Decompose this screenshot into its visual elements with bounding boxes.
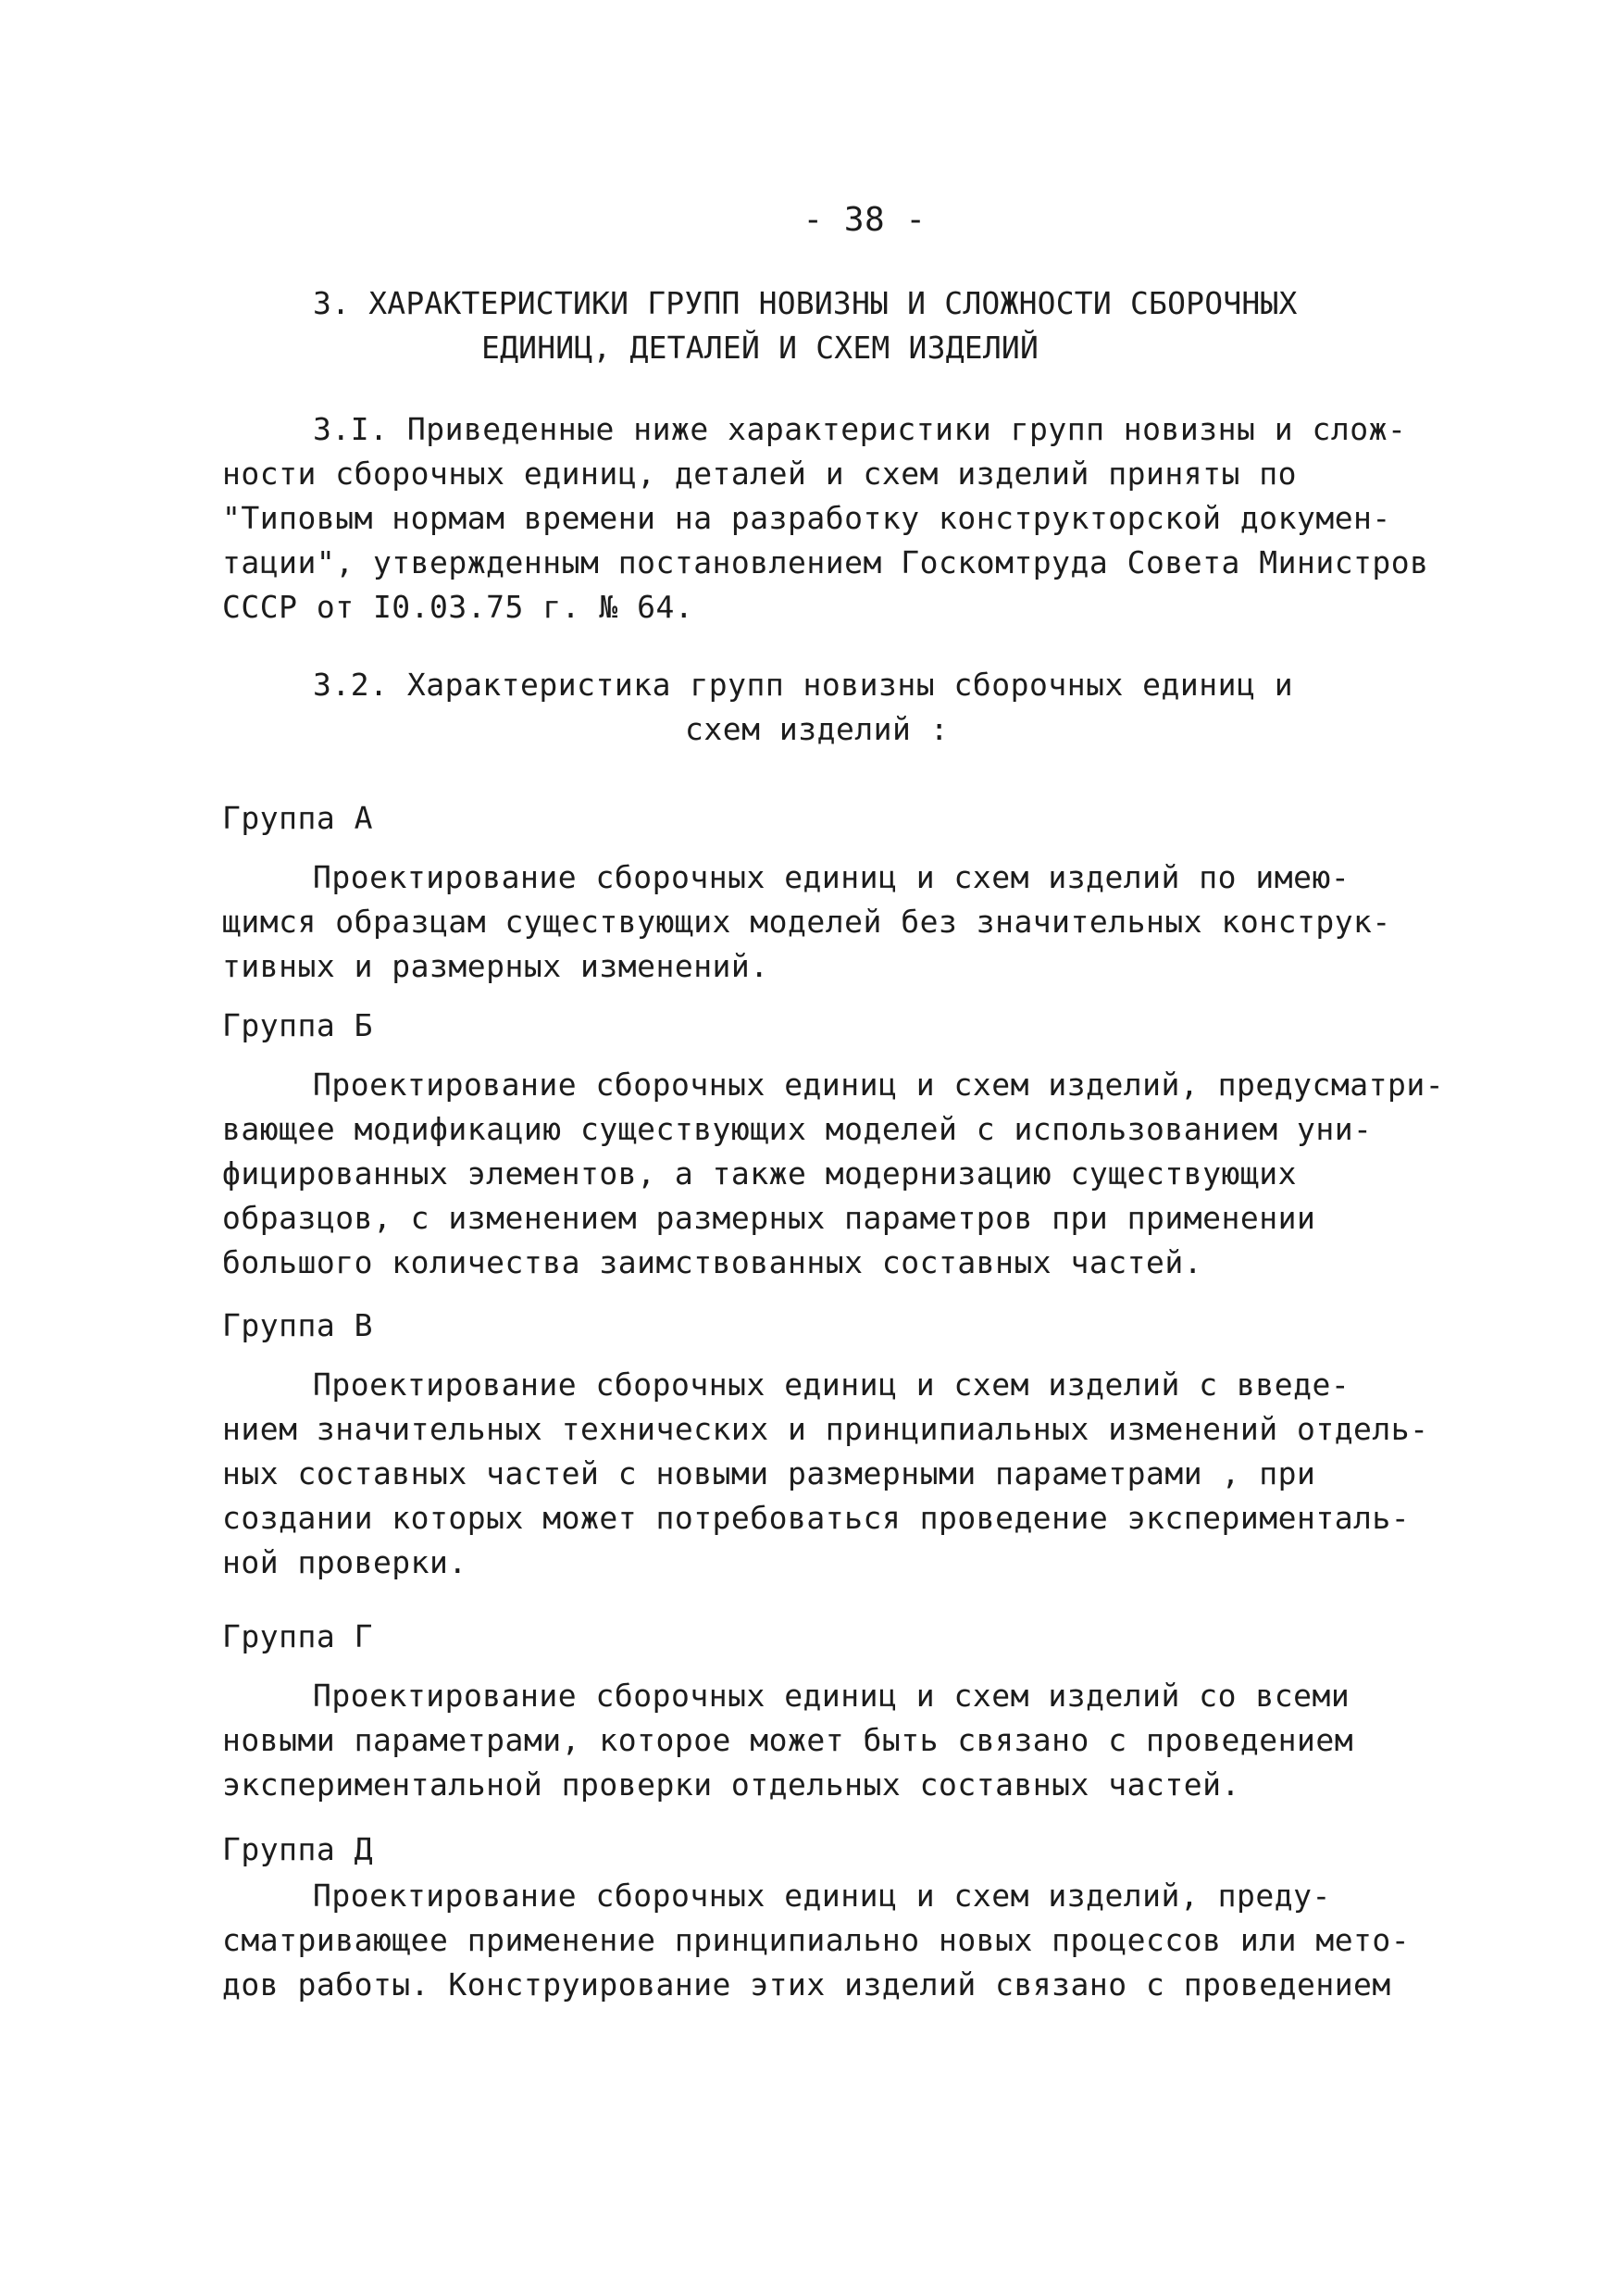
group-v-line-2: нием значительных технических и принципиальных изменений отдель- [222, 1411, 1429, 1447]
para-3-1-line-3: "Типовым нормам времени на разработку конструкторской докумен- [222, 500, 1391, 536]
para-3-2-line-2: схем изделий : [685, 711, 950, 747]
group-v-line-3: ных составных частей с новыми размерными параметрами , при [222, 1455, 1316, 1491]
para-3-2-line-1: 3.2. Характеристика групп новизны сборочных единиц и [313, 667, 1294, 703]
group-g-line-3: экспериментальной проверки отдельных составных частей. [222, 1766, 1240, 1803]
group-v-label: Группа В [222, 1307, 373, 1343]
group-a-line-2: щимся образцам существующих моделей без значительных конструк- [222, 904, 1391, 940]
para-3-1-line-5: СССР от I0.03.75 г. № 64. [222, 589, 694, 625]
group-d-line-1: Проектирование сборочных единиц и схем изделий, преду- [313, 1878, 1331, 1914]
para-3-1-line-1: 3.I. Приведенные ниже характеристики групп новизны и слож- [313, 411, 1407, 447]
group-g-line-2: новыми параметрами, которое может быть связано с проведением [222, 1722, 1354, 1758]
group-b-line-1: Проектирование сборочных единиц и схем изделий, предусматри- [313, 1067, 1445, 1103]
page-number: - 38 - [803, 201, 927, 239]
group-g-line-1: Проектирование сборочных единиц и схем изделий со всеми [313, 1678, 1350, 1714]
section-title-line-1: 3. ХАРАКТЕРИСТИКИ ГРУПП НОВИЗНЫ И СЛОЖНОСТИ СБОРОЧНЫХ [313, 285, 1298, 321]
group-b-line-3: фицированных элементов, а также модернизацию существующих [222, 1155, 1297, 1192]
para-3-1-line-4: тации", утвержденным постановлением Госкомтруда Совета Министров [222, 544, 1429, 580]
group-a-line-3: тивных и размерных изменений. [222, 948, 769, 984]
para-3-1-line-2: ности сборочных единиц, деталей и схем изделий приняты по [222, 455, 1297, 492]
group-v-line-1: Проектирование сборочных единиц и схем изделий с введе- [313, 1366, 1350, 1403]
group-g-label: Группа Г [222, 1618, 373, 1654]
group-v-line-5: ной проверки. [222, 1544, 467, 1580]
group-a-label: Группа А [222, 800, 373, 836]
group-d-line-3: дов работы. Конструирование этих изделий связано с проведением [222, 1966, 1391, 2003]
group-v-line-4: создании которых может потребоваться проведение эксперименталь- [222, 1500, 1411, 1536]
group-b-label: Группа Б [222, 1007, 373, 1043]
group-b-line-5: большого количества заимствованных составных частей. [222, 1244, 1203, 1280]
group-d-line-2: сматривающее применение принципиально новых процессов или мето- [222, 1922, 1411, 1958]
group-b-line-4: образцов, с изменением размерных параметров при применении [222, 1200, 1316, 1236]
section-title-line-2: ЕДИНИЦ, ДЕТАЛЕЙ И СХЕМ ИЗДЕЛИЙ [481, 330, 1039, 366]
group-a-line-1: Проектирование сборочных единиц и схем изделий по имею- [313, 859, 1350, 895]
group-b-line-2: вающее модификацию существующих моделей с использованием уни- [222, 1111, 1373, 1147]
group-d-label: Группа Д [222, 1831, 373, 1867]
